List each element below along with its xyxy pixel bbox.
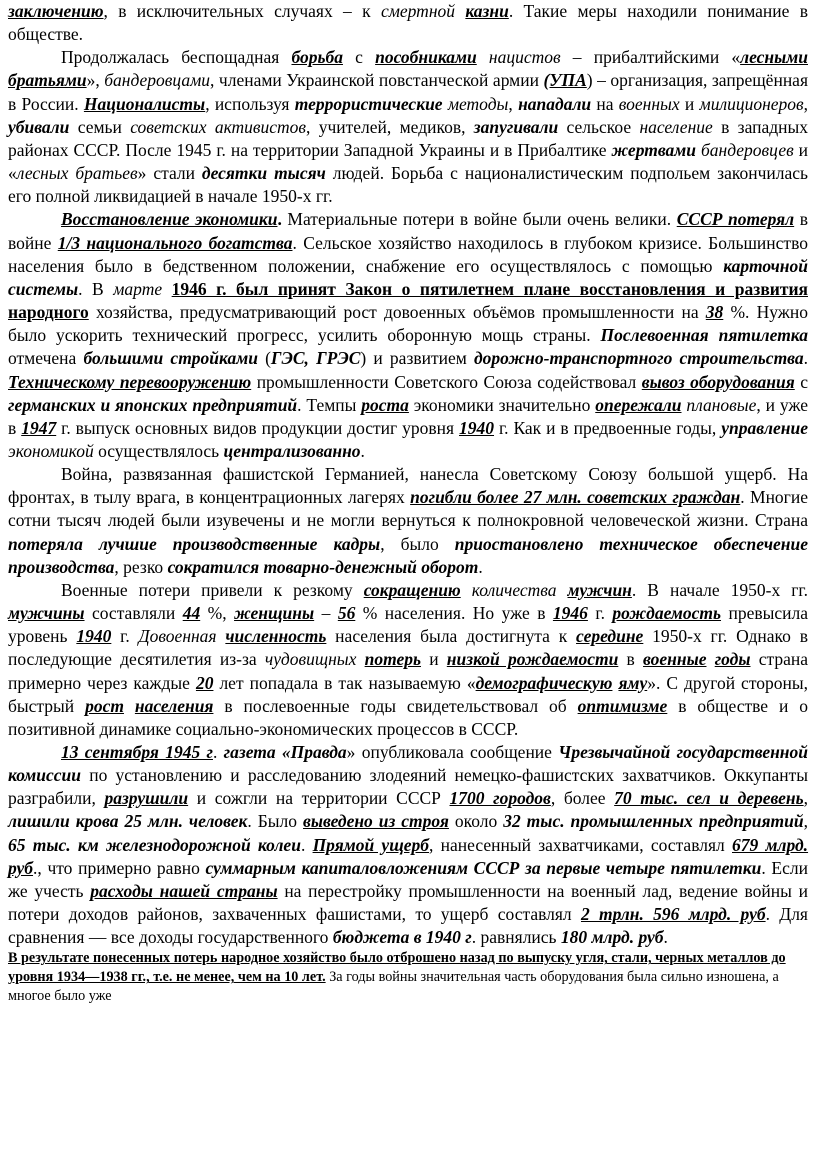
emphasis-text: женщины bbox=[234, 603, 315, 624]
emphasis-text: лесных братьев bbox=[16, 163, 138, 184]
paragraph-war-damage bbox=[8, 463, 808, 579]
text-run: . Темпы bbox=[297, 394, 362, 415]
text-run: – прибалтийскими « bbox=[560, 47, 741, 68]
text-run: населения была достигнута к bbox=[326, 626, 577, 647]
text-run: хозяйства, предусматривающий рост довоенных объёмов промышленности на bbox=[88, 302, 706, 323]
emphasis-text: экономикой bbox=[8, 440, 94, 461]
emphasis-text: Прямой ущерб bbox=[312, 834, 430, 855]
text-run: ., что примерно равно bbox=[33, 857, 206, 878]
emphasis-text: бандеровцев bbox=[700, 139, 794, 160]
emphasis-text: выведено из строя bbox=[303, 811, 449, 832]
text-run: и сожгли на территории СССР bbox=[188, 788, 450, 809]
text-run bbox=[706, 649, 714, 669]
text-run: и « bbox=[8, 139, 808, 184]
text-run: За годы войны значительная часть оборудования была сильно изношена, а многое было уже bbox=[8, 969, 779, 1005]
text-run: на перестройку промышленности на военный лад, ведение войны и потери доходов районов, захваченных фашистами, то ущерб составлял bbox=[8, 880, 808, 925]
text-run: , используя bbox=[205, 93, 295, 114]
text-run: сельское bbox=[558, 116, 640, 137]
emphasis-text: потерь bbox=[364, 649, 421, 670]
text-run: , bbox=[508, 93, 519, 114]
emphasis-text: 1/3 национального богатства bbox=[57, 232, 293, 253]
text-run: , bbox=[803, 811, 809, 832]
emphasis-text: 70 тыс. сел и деревень bbox=[614, 788, 804, 809]
text-run bbox=[477, 47, 489, 67]
paragraph-pravda bbox=[8, 741, 808, 949]
text-run: около bbox=[448, 811, 504, 832]
emphasis-text: пособниками bbox=[375, 47, 477, 68]
text-run: семьи bbox=[69, 116, 131, 137]
text-run: . Если же учесть bbox=[8, 857, 808, 901]
text-run: . Сельское хозяйство находилось в глубоком кризисе. Большинство населения было в бедственном положении, снабжение его осуществлялось с помощью bbox=[8, 232, 808, 276]
emphasis-text: 679 млрд. руб bbox=[8, 834, 809, 878]
text-run bbox=[455, 1, 465, 21]
text-run: по установлению и расследованию злодеяний немецко-фашистских захватчиков. Оккупанты разграбили, bbox=[8, 765, 808, 809]
text-run: г. выпуск основных видов продукции достиг уровня bbox=[56, 417, 460, 438]
text-run: на bbox=[591, 93, 619, 114]
emphasis-text: убивали bbox=[8, 116, 70, 137]
text-run: экономики значительно bbox=[408, 394, 596, 415]
text-run: % населения. Но уже в bbox=[355, 603, 553, 624]
text-run: », bbox=[86, 70, 105, 91]
text-run: , более bbox=[550, 788, 615, 809]
emphasis-text: роста bbox=[361, 394, 409, 415]
emphasis-text: нацистов bbox=[488, 47, 561, 68]
text-run: . Такие меры находили понимание в обществе. bbox=[8, 1, 809, 45]
text-run: . bbox=[212, 742, 224, 762]
text-run: осуществлялось bbox=[93, 440, 224, 461]
text-run: Продолжалась беспощадная bbox=[61, 47, 292, 68]
text-run: , bbox=[803, 93, 809, 114]
text-run: , bbox=[803, 788, 808, 809]
emphasis-text: Довоенная bbox=[138, 626, 217, 647]
text-run: г. Как и в предвоенные годы, bbox=[494, 417, 722, 438]
emphasis-text: плановые bbox=[686, 394, 757, 415]
text-run bbox=[556, 580, 567, 600]
emphasis-text: численность bbox=[225, 626, 327, 647]
text-run: . равнялись bbox=[471, 927, 561, 948]
emphasis-text: запугивали bbox=[473, 116, 559, 137]
emphasis-text: 1940 bbox=[459, 417, 495, 438]
text-run bbox=[162, 279, 172, 299]
text-run: г. bbox=[111, 626, 139, 647]
emphasis-text: разрушили bbox=[104, 788, 189, 809]
emphasis-text: яму bbox=[618, 672, 648, 693]
emphasis-text: централизованно bbox=[223, 440, 361, 461]
text-run: , резко bbox=[114, 556, 168, 577]
text-run: , членами Украинской повстанческой армии bbox=[210, 70, 544, 91]
emphasis-text: карточной системы bbox=[8, 255, 808, 299]
text-run: . bbox=[300, 834, 313, 855]
text-run bbox=[356, 649, 364, 669]
text-run: Война, развязанная фашистской Германией, нанесла Советскому Союзу большой ущерб. На фронтах, в тылу врага, в концентрационных лагерях bbox=[8, 464, 808, 508]
emphasis-text: 32 тыс. промышленных предприятий bbox=[503, 811, 804, 832]
text-run bbox=[461, 580, 472, 600]
text-run: , учителей, медиков, bbox=[306, 116, 474, 137]
emphasis-text: 1700 городов bbox=[449, 788, 551, 809]
emphasis-text: бандеровцами bbox=[104, 70, 211, 91]
emphasis-text: СССР потерял bbox=[676, 209, 795, 230]
emphasis-text: лесными bbox=[740, 47, 808, 68]
text-run: в обществе и о позитивной динамике социально-экономических процессов в СССР. bbox=[8, 695, 809, 739]
emphasis-text: 2 трлн. 596 млрд. руб bbox=[580, 904, 766, 925]
text-run: . Для сравнения — все доходы государственного bbox=[8, 904, 808, 948]
text-run: ». С другой стороны, быстрый bbox=[8, 672, 808, 716]
emphasis-text: потеряла лучшие производственные кадры bbox=[8, 533, 381, 554]
emphasis-text: 1946 bbox=[552, 603, 588, 624]
text-run: страна примерно через каждые bbox=[8, 649, 809, 693]
emphasis-text: марте bbox=[113, 278, 163, 299]
text-run: . bbox=[360, 440, 365, 461]
text-run: . Многие сотни тысяч людей были изувечены и не могли вернуться к полнокровной человеческой жизни. Страна bbox=[8, 487, 808, 531]
emphasis-text: годы bbox=[714, 649, 751, 670]
emphasis-text: сокращению bbox=[363, 579, 461, 600]
text-run: , и уже в bbox=[8, 394, 809, 438]
text-run: , было bbox=[380, 533, 455, 554]
emphasis-text: рост bbox=[85, 695, 124, 716]
text-run: . bbox=[663, 927, 668, 948]
emphasis-text: Послевоенная пятилетка bbox=[600, 325, 808, 346]
text-run: в послевоенные годы свидетельствовал об bbox=[213, 695, 578, 716]
emphasis-text: братьями bbox=[8, 70, 87, 91]
emphasis-text: нападали bbox=[518, 93, 592, 114]
emphasis-text: население bbox=[639, 116, 713, 137]
text-run: промышленности Советского Союза содействовал bbox=[251, 371, 642, 392]
emphasis-text: смертной bbox=[380, 1, 455, 21]
emphasis-text: Восстановление экономики bbox=[61, 209, 278, 230]
emphasis-text: 13 сентября 1945 г bbox=[61, 742, 213, 762]
emphasis-text: оптимизме bbox=[577, 695, 668, 716]
emphasis-text: чудовищных bbox=[264, 649, 357, 670]
emphasis-text: (УПА bbox=[543, 70, 587, 91]
emphasis-text: 1946 г. был принят Закон о пятилетнем плане восстановления и развития народного bbox=[8, 278, 808, 323]
emphasis-text: расходы нашей страны bbox=[90, 880, 278, 901]
text-run: Материальные потери в войне были очень велики. bbox=[281, 209, 677, 230]
emphasis-text: бюджета в 1940 г bbox=[332, 927, 472, 948]
text-run: ) и развитием bbox=[360, 348, 474, 369]
text-run: » стали bbox=[137, 163, 202, 184]
emphasis-text: Националисты bbox=[83, 93, 206, 114]
emphasis-text: милиционеров bbox=[699, 93, 804, 114]
text-run: . Было bbox=[247, 811, 303, 832]
text-run: . bbox=[803, 348, 808, 369]
emphasis-text: 56 bbox=[337, 603, 356, 624]
text-run: в войне bbox=[8, 209, 808, 253]
paragraph-nationalists bbox=[8, 46, 808, 208]
emphasis-text: Чрезвычайной государственной комиссии bbox=[8, 742, 808, 786]
emphasis-text: мужчины bbox=[8, 603, 85, 624]
emphasis-text: лишили крова 25 млн. человек bbox=[8, 811, 248, 832]
emphasis-text: военных bbox=[618, 93, 680, 114]
emphasis-text: низкой рождаемости bbox=[446, 649, 619, 670]
text-run: Военные потери привели к резкому bbox=[61, 579, 364, 600]
emphasis-text: . bbox=[277, 209, 282, 230]
text-run: %. Нужно было ускорить технический прогресс, усилить оборонную мощь страны. bbox=[8, 302, 808, 346]
text-run: %, bbox=[200, 603, 235, 624]
text-run: в bbox=[618, 649, 644, 670]
emphasis-text: приостановлено техническое обеспечение производства bbox=[8, 533, 808, 577]
text-run: ) – организация, запрещённая в России. bbox=[8, 70, 808, 114]
emphasis-text: 1947 bbox=[21, 417, 57, 438]
emphasis-text: десятки тысяч bbox=[201, 163, 326, 184]
text-run bbox=[124, 696, 135, 716]
paragraph-demography bbox=[8, 579, 808, 741]
emphasis-text: мужчин bbox=[567, 579, 632, 600]
emphasis-text: демографическую bbox=[475, 672, 613, 693]
emphasis-text: борьба bbox=[291, 47, 343, 68]
text-run: , в исключительных случаях – к bbox=[103, 1, 381, 21]
emphasis-text: 44 bbox=[182, 603, 201, 624]
text-run: с bbox=[342, 47, 376, 68]
paragraph-punishments bbox=[8, 0, 808, 46]
emphasis-text: погибли более 27 млн. советских граждан bbox=[410, 487, 741, 508]
text-run: г. bbox=[587, 603, 613, 624]
text-run: в западных районах СССР. После 1945 г. на территории Западной Украины и в Прибалтике bbox=[8, 116, 809, 160]
text-run: , нанесенный захватчиками, составлял bbox=[429, 834, 732, 855]
text-run: ( bbox=[257, 348, 271, 369]
text-run: и bbox=[421, 649, 447, 670]
emphasis-text: казни bbox=[465, 1, 509, 21]
text-run: с bbox=[794, 371, 809, 392]
emphasis-text: 180 млрд. руб bbox=[560, 927, 664, 948]
emphasis-text: 20 bbox=[195, 672, 214, 693]
text-run: превысила уровень bbox=[8, 603, 809, 647]
emphasis-text: 1940 bbox=[76, 626, 112, 647]
emphasis-text: советских активистов bbox=[130, 116, 307, 137]
emphasis-text: террористические bbox=[294, 93, 443, 114]
emphasis-text: количества bbox=[471, 579, 557, 600]
text-run: лет попадала в так называемую « bbox=[213, 672, 476, 693]
emphasis-text: ГЭС, ГРЭС bbox=[270, 348, 361, 369]
text-run: . bbox=[478, 556, 483, 577]
text-run: составляли bbox=[84, 603, 183, 624]
emphasis-text: большими стройками bbox=[83, 348, 258, 369]
emphasis-text: газета «Правда bbox=[223, 742, 347, 762]
emphasis-text: германских и японских предприятий bbox=[8, 394, 298, 415]
emphasis-text: военные bbox=[643, 649, 707, 670]
emphasis-text: населения bbox=[134, 695, 214, 716]
emphasis-text: рождаемость bbox=[612, 603, 722, 624]
text-run: . В bbox=[78, 278, 114, 299]
emphasis-text: опережали bbox=[595, 394, 682, 415]
text-run: . В начале 1950-х гг. bbox=[631, 579, 809, 600]
emphasis-text: заключению bbox=[8, 1, 104, 21]
emphasis-text: дорожно-транспортного строительства bbox=[474, 348, 804, 369]
text-run: людей. Борьба с националистическим подпольем закончилась его полной ликвидацией в начале 1950-х гг. bbox=[8, 163, 808, 207]
emphasis-text: середине bbox=[576, 626, 644, 647]
emphasis-text: управление bbox=[721, 417, 808, 438]
text-run: » опубликовала сообщение bbox=[346, 742, 559, 762]
emphasis-text: вывоз оборудования bbox=[641, 371, 795, 392]
emphasis-text: жертвами bbox=[611, 139, 697, 160]
emphasis-text: Техническому перевооружению bbox=[8, 371, 252, 392]
paragraph-conclusion bbox=[8, 949, 808, 1006]
text-run: и bbox=[679, 93, 700, 114]
text-run: отмечена bbox=[8, 348, 84, 369]
emphasis-text: суммарным капиталовложениям СССР за первые четыре пятилетки bbox=[205, 857, 762, 878]
text-run: 1950-х гг. Однако в последующие десятилетия из-за bbox=[8, 626, 808, 670]
emphasis-text: методы bbox=[447, 93, 509, 114]
emphasis-text: 38 bbox=[705, 302, 724, 323]
emphasis-text: 65 тыс. км железнодорожной колеи bbox=[8, 834, 301, 855]
paragraph-economy-restoration bbox=[8, 208, 808, 463]
emphasis-text: В результате понесенных потерь народное хозяйство было отброшено назад по выпуску угля, стали, черных металлов до уровня 1934—1938 гг., т.е. не менее, чем на 10 лет. bbox=[8, 950, 786, 986]
text-run: – bbox=[314, 603, 338, 624]
emphasis-text: сократился товарно-денежный оборот bbox=[167, 556, 479, 577]
